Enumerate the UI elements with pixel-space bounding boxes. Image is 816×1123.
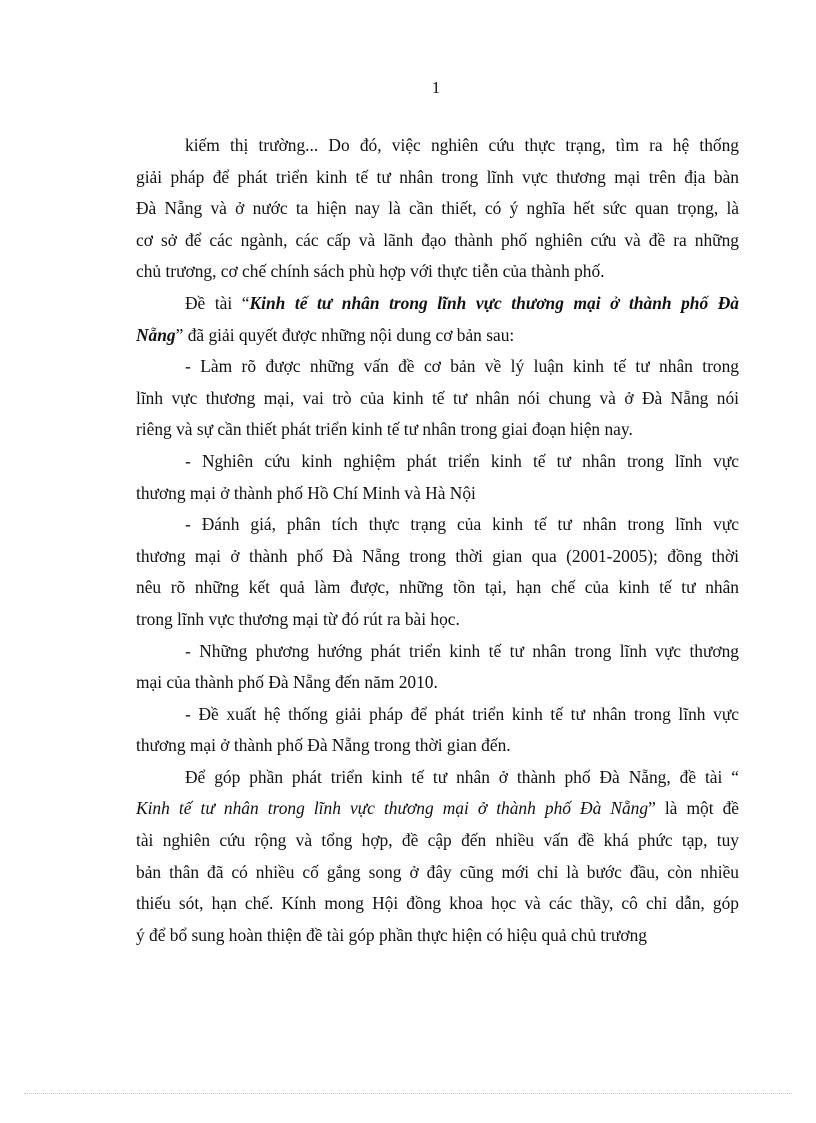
text-line: mại của thành phố Đà Nẵng đến năm 2010.	[136, 672, 438, 693]
text-line: trong lĩnh vực thương mại từ đó rút ra bài học.	[136, 608, 460, 629]
text-line: - Đề xuất hệ thống giải pháp để phát triển kinh tế tư nhân trong lĩnh vực	[185, 703, 739, 724]
text-line: thương mại ở thành phố Đà Nẵng trong thời gian đến.	[136, 735, 511, 756]
text-line: chủ trương, cơ chế chính sách phù hợp với thực tiễn của thành phố.	[136, 261, 605, 282]
text-line: - Những phương hướng phát triển kinh tế tư nhân trong lĩnh vực thương	[185, 640, 739, 661]
text-line: riêng và sự cần thiết phát triển kinh tế tư nhân trong giai đoạn hiện nay.	[136, 419, 633, 440]
text-line: - Nghiên cứu kinh nghiệm phát triển kinh tế tư nhân trong lĩnh vực	[185, 450, 739, 471]
text-span: ” là một đề	[648, 798, 740, 819]
text-line: kiếm thị trường... Do đó, việc nghiên cứu thực trạng, tìm ra hệ thống	[185, 135, 739, 155]
thesis-title: Kinh tế tư nhân trong lĩnh vực thương mại ở thành phố Đà	[249, 292, 739, 313]
text-line	[136, 320, 739, 352]
text-line: Đà Nẵng và ở nước ta hiện nay là cần thiết, có ý nghĩa hết sức quan trọng, là	[136, 198, 739, 219]
text-line: lĩnh vực thương mại, vai trò của kinh tế tư nhân nói chung và ở Đà Nẵng nói	[136, 387, 739, 408]
document-body	[136, 130, 739, 951]
page-number: 1	[431, 78, 441, 97]
text-span: Đề tài “	[185, 292, 250, 313]
text-line: thương mại ở thành phố Đà Nẵng trong thời gian qua (2001-2005); đồng thời	[136, 545, 739, 566]
text-line: thiếu sót, hạn chế. Kính mong Hội đồng khoa học và các thầy, cô chỉ dẫn, góp	[136, 893, 739, 914]
text-line: thương mại ở thành phố Hồ Chí Minh và Hà Nội	[136, 482, 476, 503]
text-line	[136, 288, 739, 320]
text-line: Để góp phần phát triển kinh tế tư nhân ở thành phố Đà Nẵng, đề tài “	[185, 766, 739, 787]
text-line: cơ sở để các ngành, các cấp và lãnh đạo thành phố nghiên cứu và đề ra những	[136, 229, 739, 250]
text-line: nêu rõ những kết quả làm được, những tồn tại, hạn chế của kinh tế tư nhân	[136, 577, 739, 598]
text-line: - Làm rõ được những vấn đề cơ bản về lý luận kinh tế tư nhân trong	[185, 356, 739, 377]
text-line: ý để bổ sung hoàn thiện đề tài góp phần thực hiện có hiệu quả chủ trương	[136, 924, 648, 945]
text-line: giải pháp để phát triển kinh tế tư nhân trong lĩnh vực thương mại trên địa bàn	[136, 166, 739, 187]
text-line: tài nghiên cứu rộng và tổng hợp, đề cập đến nhiều vấn đề khá phức tạp, tuy	[136, 830, 739, 851]
thesis-title: Kinh tế tư nhân trong lĩnh vực thương mại ở thành phố Đà Nẵng	[136, 798, 649, 819]
thesis-title: Nẵng	[136, 324, 176, 345]
text-span: ” đã giải quyết được những nội dung cơ bản sau:	[175, 324, 515, 345]
text-line	[136, 793, 739, 825]
page-bottom-divider	[24, 1093, 792, 1094]
text-line: - Đánh giá, phân tích thực trạng của kinh tế tư nhân trong lĩnh vực	[185, 514, 739, 535]
text-line: bản thân đã có nhiều cố gắng song ở đây cũng mới chỉ là bước đầu, còn nhiều	[136, 861, 739, 882]
